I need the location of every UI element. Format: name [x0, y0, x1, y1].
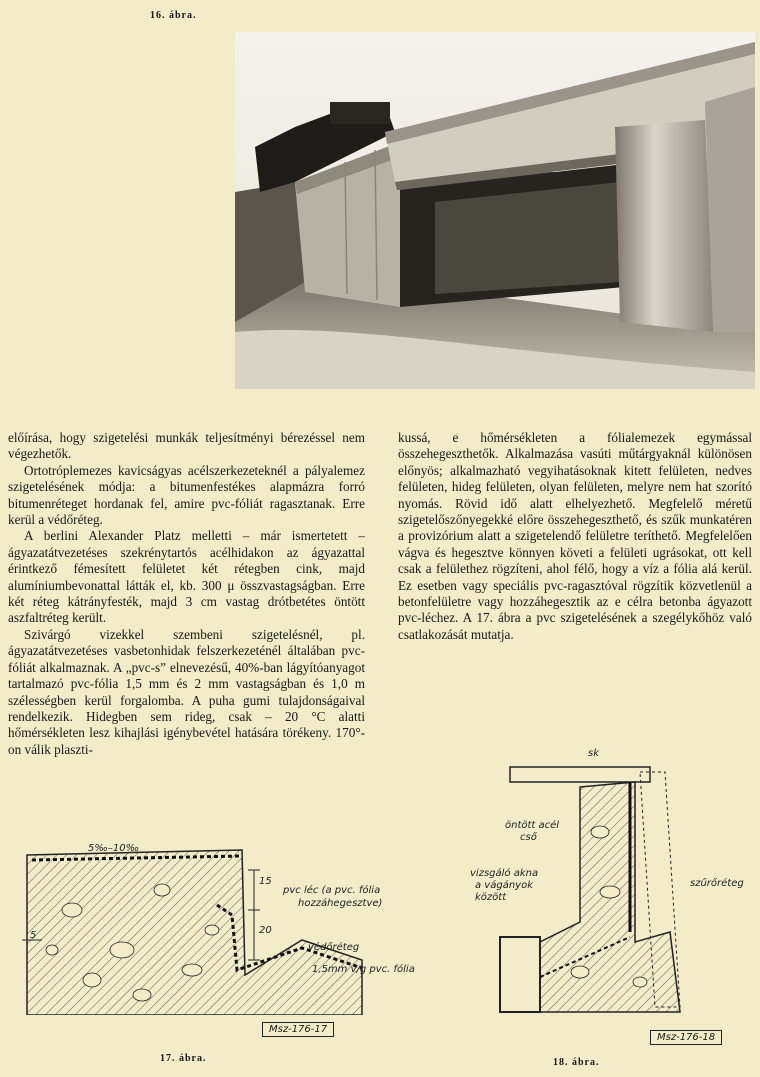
left-text-column — [8, 430, 365, 758]
dimension-5: 5 — [30, 930, 37, 941]
figure-18-caption: 18. ábra. — [553, 1057, 600, 1068]
figure-17-caption: 17. ábra. — [160, 1053, 207, 1064]
slope-label: 5‰–10‰ — [88, 843, 140, 854]
figure-17-code: Msz-176-17 — [262, 1022, 334, 1037]
paragraph: előírása, hogy szigetelési munkák teljesítményi bérezéssel nem végezhetők. — [8, 430, 365, 462]
paragraph: Ortotróplemezes kavicságyas acélszerkezeteknél a pályalemez szigetelésének módja: a bitumenfestékes alapmázra forró bitumenréteget hordanak fel, amire pvc-fóliát ragasztanak. Erre kerül a védőréteg. — [8, 462, 365, 528]
bridge-photograph — [235, 32, 755, 389]
cso-label: öntött acél — [505, 820, 560, 831]
akna-label-2: a vágányok — [475, 880, 533, 891]
vedoreteg-label: védőréteg — [308, 942, 360, 953]
paragraph: kussá, e hőmérsékleten a fólialemezek egymással összehegeszthetők. Alkalmazása vasúti műtárgyaknál különösen előnyös; alkalmazható vegyihatásoknak kitett felületen, nedves felületen, hideg felületen, olyan felületen, melyre nem hat szorító nyomás. Rövid idő alatt elhelyezhető. Megfelelő méretű szigetelőszőnyegekké előre összehegeszthető, és szűk munkatéren a provizórium alatt a szigetelendő felületre teríthető. Megfelelően vágva és hegesztve könnyen követi a felületi ugrásokat, ott kell csak a felülethez rögzíteni, ahol félő, hogy a víz a fólia alá kerül. Ez esetben vagy speciális pvc-ragasztóval rögzítik közvetlenül a betonfelületre vagy hozzáhegesztik az e célra betonba ágyazott pvc-léchez. A 17. ábra a pvc szigetelésének a szegélykőhöz való csatlakozását mutatja. — [398, 430, 752, 642]
cso-label-2: cső — [520, 832, 537, 843]
figure-16-caption: 16. ábra. — [150, 10, 197, 21]
paragraph: A berlini Alexander Platz melletti – már ismertetett – ágyazatátvezetéses szekrénytartós acélhidakon az ágyazattal érintkező fémesített felületet két rétegben cink, majd alumíniumbevonattal látták el, kb. 300 μ összvastagságban. Erre két réteg kátrányfesték, majd 3 cm vastag drótbetétes öntött aszfaltréteg került. — [8, 528, 365, 626]
right-text-column — [398, 430, 752, 643]
sk-label: sk — [588, 748, 600, 759]
figure-17-diagram — [12, 830, 367, 1015]
akna-label-3: között — [475, 892, 507, 903]
akna-label: vizsgáló akna — [470, 868, 539, 879]
pvc-lec-label: pvc léc (a pvc. fólia — [283, 885, 381, 896]
folia-label: 1,5mm v/g pvc. fólia — [312, 964, 415, 975]
pvc-lec-label-2: hozzáhegesztve) — [298, 898, 383, 909]
szuroreteg-label: szűrőréteg — [690, 878, 744, 889]
figure-18-code: Msz-176-18 — [650, 1030, 722, 1045]
dimension-20: 20 — [259, 925, 272, 936]
dimension-15: 15 — [259, 876, 272, 887]
paragraph: Szivárgó vizekkel szembeni szigetelésnél, pl. ágyazatátvezetéses vasbetonhidak felszerkezeténél általában pvc-fóliát alkalmaznak. A „pvc-s” elnevezésű, 40%-ban lágyítóanyagot tartalmazó pvc-fólia 1,5 mm és 2 mm vastagságban és 1,0 m szélességben kerül forgalomba. A puha gumi tulajdonságaival rendelkezik. Hidegben sem rideg, csak – 20 °C alatti hőmérsékleten lesz kihajlási igénybevétel hatására törékeny. 170°-on válik plaszti- — [8, 626, 365, 757]
